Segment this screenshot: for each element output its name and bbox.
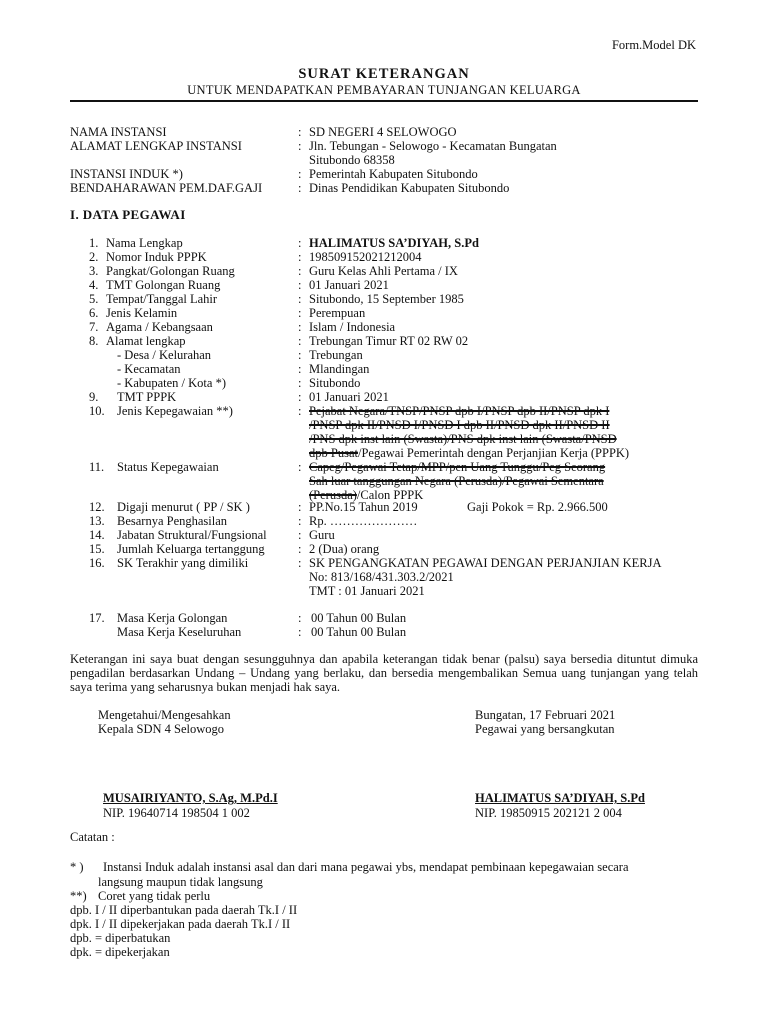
statement-paragraph: Keterangan ini saya buat dengan sesungguhnya dan apabila keterangan tidak benar (palsu) saya bersedia dituntut dimuka pengadilan berdasarkan Undang – Undang yang berlaku, dan bersedia mengembalikan Semua uang tunjangan yang telah saya terima yang seharusnya bukan menjadi hak saya. [70,652,698,694]
field-label: TMT PPPK [117,390,177,404]
row-number: 11. [89,460,105,474]
field-value: 01 Januari 2021 [309,278,389,292]
colon: : [298,306,302,320]
row-number: 15. [89,542,105,556]
struck-value: /PNSP dpk II/PNSD I/PNSD I dpb II/PNSD dpk II/PNSD II [309,418,610,432]
sign-right-name: HALIMATUS SA’DIYAH, S.Pd [475,791,645,805]
colon: : [298,334,302,348]
colon: : [298,390,302,404]
employee-row-10 [0,404,768,418]
employee-row-16-cont [0,584,768,598]
colon: : [298,460,302,474]
struck-value: dpb Pusat [309,446,358,460]
colon: : [298,292,302,306]
employee-row-10-cont [0,446,768,460]
field-label: INSTANSI INDUK *) [70,167,183,181]
colon: : [298,514,302,528]
base-salary: Gaji Pokok = Rp. 2.966.500 [467,500,608,514]
field-label: TMT Golongan Ruang [106,278,221,292]
colon: : [298,376,302,390]
sign-left-nip: NIP. 19640714 198504 1 002 [103,806,250,820]
row-number: 6. [89,306,99,320]
row-number: 4. [89,278,99,292]
field-value: Guru [309,528,335,542]
colon: : [298,264,302,278]
field-value: Situbondo 68358 [309,153,395,167]
note-mark: * ) [70,860,84,874]
row-number: 12. [89,500,105,514]
field-label: - Desa / Kelurahan [117,348,212,362]
notes-heading: Catatan : [70,830,115,844]
field-value: Dinas Pendidikan Kabupaten Situbondo [309,181,510,195]
colon: : [298,542,302,556]
colon: : [298,625,302,639]
institution-row-alamat [0,139,768,153]
employee-row-8a [0,348,768,362]
colon: : [298,320,302,334]
row-number: 3. [89,264,99,278]
field-label: BENDAHARAWAN PEM.DAF.GAJI [70,181,263,195]
field-label: Alamat lengkap [106,334,186,348]
field-label: Agama / Kebangsaan [106,320,213,334]
document-title: SURAT KETERANGAN [298,66,470,82]
field-value: SD NEGERI 4 SELOWOGO [309,125,457,139]
document-subtitle: UNTUK MENDAPATKAN PEMBAYARAN TUNJANGAN KELUARGA [187,83,581,97]
row-number: 17. [89,611,105,625]
field-value: 2 (Dua) orang [309,542,380,556]
field-label: Pangkat/Golongan Ruang [106,264,235,278]
sign-left-name: MUSAIRIYANTO, S.Ag, M.Pd.I [103,791,278,805]
field-value: 198509152021212004 [309,250,422,264]
row-number: 8. [89,334,99,348]
note-text: dpb. = diperbatukan [70,931,171,945]
field-label: - Kecamatan [117,362,181,376]
employee-row-10-cont [0,432,768,446]
field-label: Nama Lengkap [106,236,183,250]
field-value: /Calon PPPK [356,488,424,502]
colon: : [298,236,302,250]
field-label: Tempat/Tanggal Lahir [106,292,218,306]
field-label: Nomor Induk PPPK [106,250,207,264]
employee-row-11 [0,460,768,474]
employee-row-12 [0,500,768,514]
field-value: Guru Kelas Ahli Pertama / IX [309,264,458,278]
struck-value: /PNS dpk inst lain (Swasta)/PNS dpk inst lain (Swasta/PNSD [309,432,617,446]
field-value: No: 813/168/431.303.2/2021 [309,570,454,584]
sign-right-nip: NIP. 19850915 202121 2 004 [475,806,622,820]
field-label: NAMA INSTANSI [70,125,167,139]
employee-row-13 [0,514,768,528]
row-number: 1. [89,236,99,250]
employee-row-17b [0,625,768,639]
note-text: Instansi Induk adalah instansi asal dan dari mana pegawai ybs, mendapat pembinaan kepegawaian secara [103,860,629,874]
note-text: dpk. I / II dipekerjakan pada daerah Tk.I / II [70,917,291,931]
row-number: 14. [89,528,105,542]
note-text: langsung maupun tidak langsung [98,875,263,889]
employee-row-10-cont [0,418,768,432]
field-value: TMT : 01 Januari 2021 [309,584,425,598]
note-mark: **) [70,889,87,903]
sign-right-line1: Bungatan, 17 Februari 2021 [475,708,616,722]
colon: : [298,278,302,292]
field-label: Digaji menurut ( PP / SK ) [117,500,250,514]
note-text: dpb. I / II diperbantukan pada daerah Tk.I / II [70,903,298,917]
field-value: Trebungan [309,348,363,362]
colon: : [298,556,302,570]
institution-row-alamat-cont [0,153,768,167]
colon: : [298,528,302,542]
field-label: Jenis Kepegawaian **) [117,404,233,418]
field-value: Perempuan [309,306,366,320]
struck-value: Sah luar tanggungan Negara (Perusda)/Pegawai Sementara [309,474,604,488]
employee-row-8 [0,334,768,348]
field-value: /Pegawai Pemerintah dengan Perjanjian Kerja (PPPK) [357,446,630,460]
field-value: PP.No.15 Tahun 2019 [309,500,418,514]
field-label: Masa Kerja Golongan [117,611,228,625]
employee-row-5 [0,292,768,306]
colon: : [298,348,302,362]
employee-row-16-cont [0,570,768,584]
institution-row-bendahara [0,181,768,195]
struck-value: Pejabat Negara/TNSP/PNSP dpb I/PNSP dpb II/PNSP dpk I [309,404,610,418]
field-value: Mlandingan [309,362,370,376]
colon: : [298,167,302,181]
employee-row-3 [0,264,768,278]
field-value: SK PENGANGKATAN PEGAWAI DENGAN PERJANJIAN KERJA [309,556,662,570]
row-number: 5. [89,292,99,306]
colon: : [298,611,302,625]
field-label: Jabatan Struktural/Fungsional [117,528,267,542]
employee-row-15 [0,542,768,556]
field-value: 01 Januari 2021 [309,390,389,404]
field-label: - Kabupaten / Kota *) [117,376,226,390]
field-value: Trebungan Timur RT 02 RW 02 [309,334,469,348]
row-number: 2. [89,250,99,264]
colon: : [298,250,302,264]
employee-name: HALIMATUS SA’DIYAH, S.Pd [309,236,479,250]
sign-left-line1: Mengetahui/Mengesahkan [98,708,231,722]
colon: : [298,125,302,139]
field-value: Rp. ………………… [309,514,418,528]
colon: : [298,404,302,418]
note-text: dpk. = dipekerjakan [70,945,170,959]
field-label: ALAMAT LENGKAP INSTANSI [70,139,242,153]
colon: : [298,362,302,376]
title-divider [70,100,698,102]
field-value: Situbondo [309,376,361,390]
field-label: SK Terakhir yang dimiliki [117,556,249,570]
employee-row-2 [0,250,768,264]
colon: : [298,500,302,514]
employee-row-8b [0,362,768,376]
note-text: Coret yang tidak perlu [98,889,211,903]
employee-row-9 [0,390,768,404]
field-value: Islam / Indonesia [309,320,396,334]
employee-row-4 [0,278,768,292]
row-number: 16. [89,556,105,570]
employee-row-8c [0,376,768,390]
field-label: Jenis Kelamin [106,306,178,320]
sign-right-line2: Pegawai yang bersangkutan [475,722,615,736]
section-heading: I. DATA PEGAWAI [70,207,186,222]
field-value: Situbondo, 15 September 1985 [309,292,464,306]
employee-row-14 [0,528,768,542]
employee-row-17 [0,611,768,625]
colon: : [298,181,302,195]
field-value: Pemerintah Kabupaten Situbondo [309,167,478,181]
employee-row-7 [0,320,768,334]
employee-row-1 [0,236,768,250]
institution-row-induk [0,167,768,181]
struck-value: (Perusda) [309,488,357,502]
field-label: Status Kepegawaian [117,460,219,474]
row-number: 7. [89,320,99,334]
employee-row-11-cont [0,474,768,488]
sign-left-line2: Kepala SDN 4 Selowogo [98,722,225,736]
employee-row-6 [0,306,768,320]
institution-row-nama [0,125,768,139]
field-label: Jumlah Keluarga tertanggung [117,542,265,556]
row-number: 10. [89,404,105,418]
field-value: 00 Tahun 00 Bulan [311,625,407,639]
row-number: 9. [89,390,99,404]
field-value: Jln. Tebungan - Selowogo - Kecamatan Bungatan [309,139,557,153]
field-value: 00 Tahun 00 Bulan [311,611,407,625]
row-number: 13. [89,514,105,528]
form-code: Form.Model DK [611,38,696,52]
field-label: Besarnya Penghasilan [117,514,228,528]
employee-row-16 [0,556,768,570]
struck-value: Capeg/Pegawai Tetap/MPP/pen Uang Tunggu/Peg Seorang [309,460,606,474]
field-label: Masa Kerja Keseluruhan [117,625,242,639]
colon: : [298,139,302,153]
